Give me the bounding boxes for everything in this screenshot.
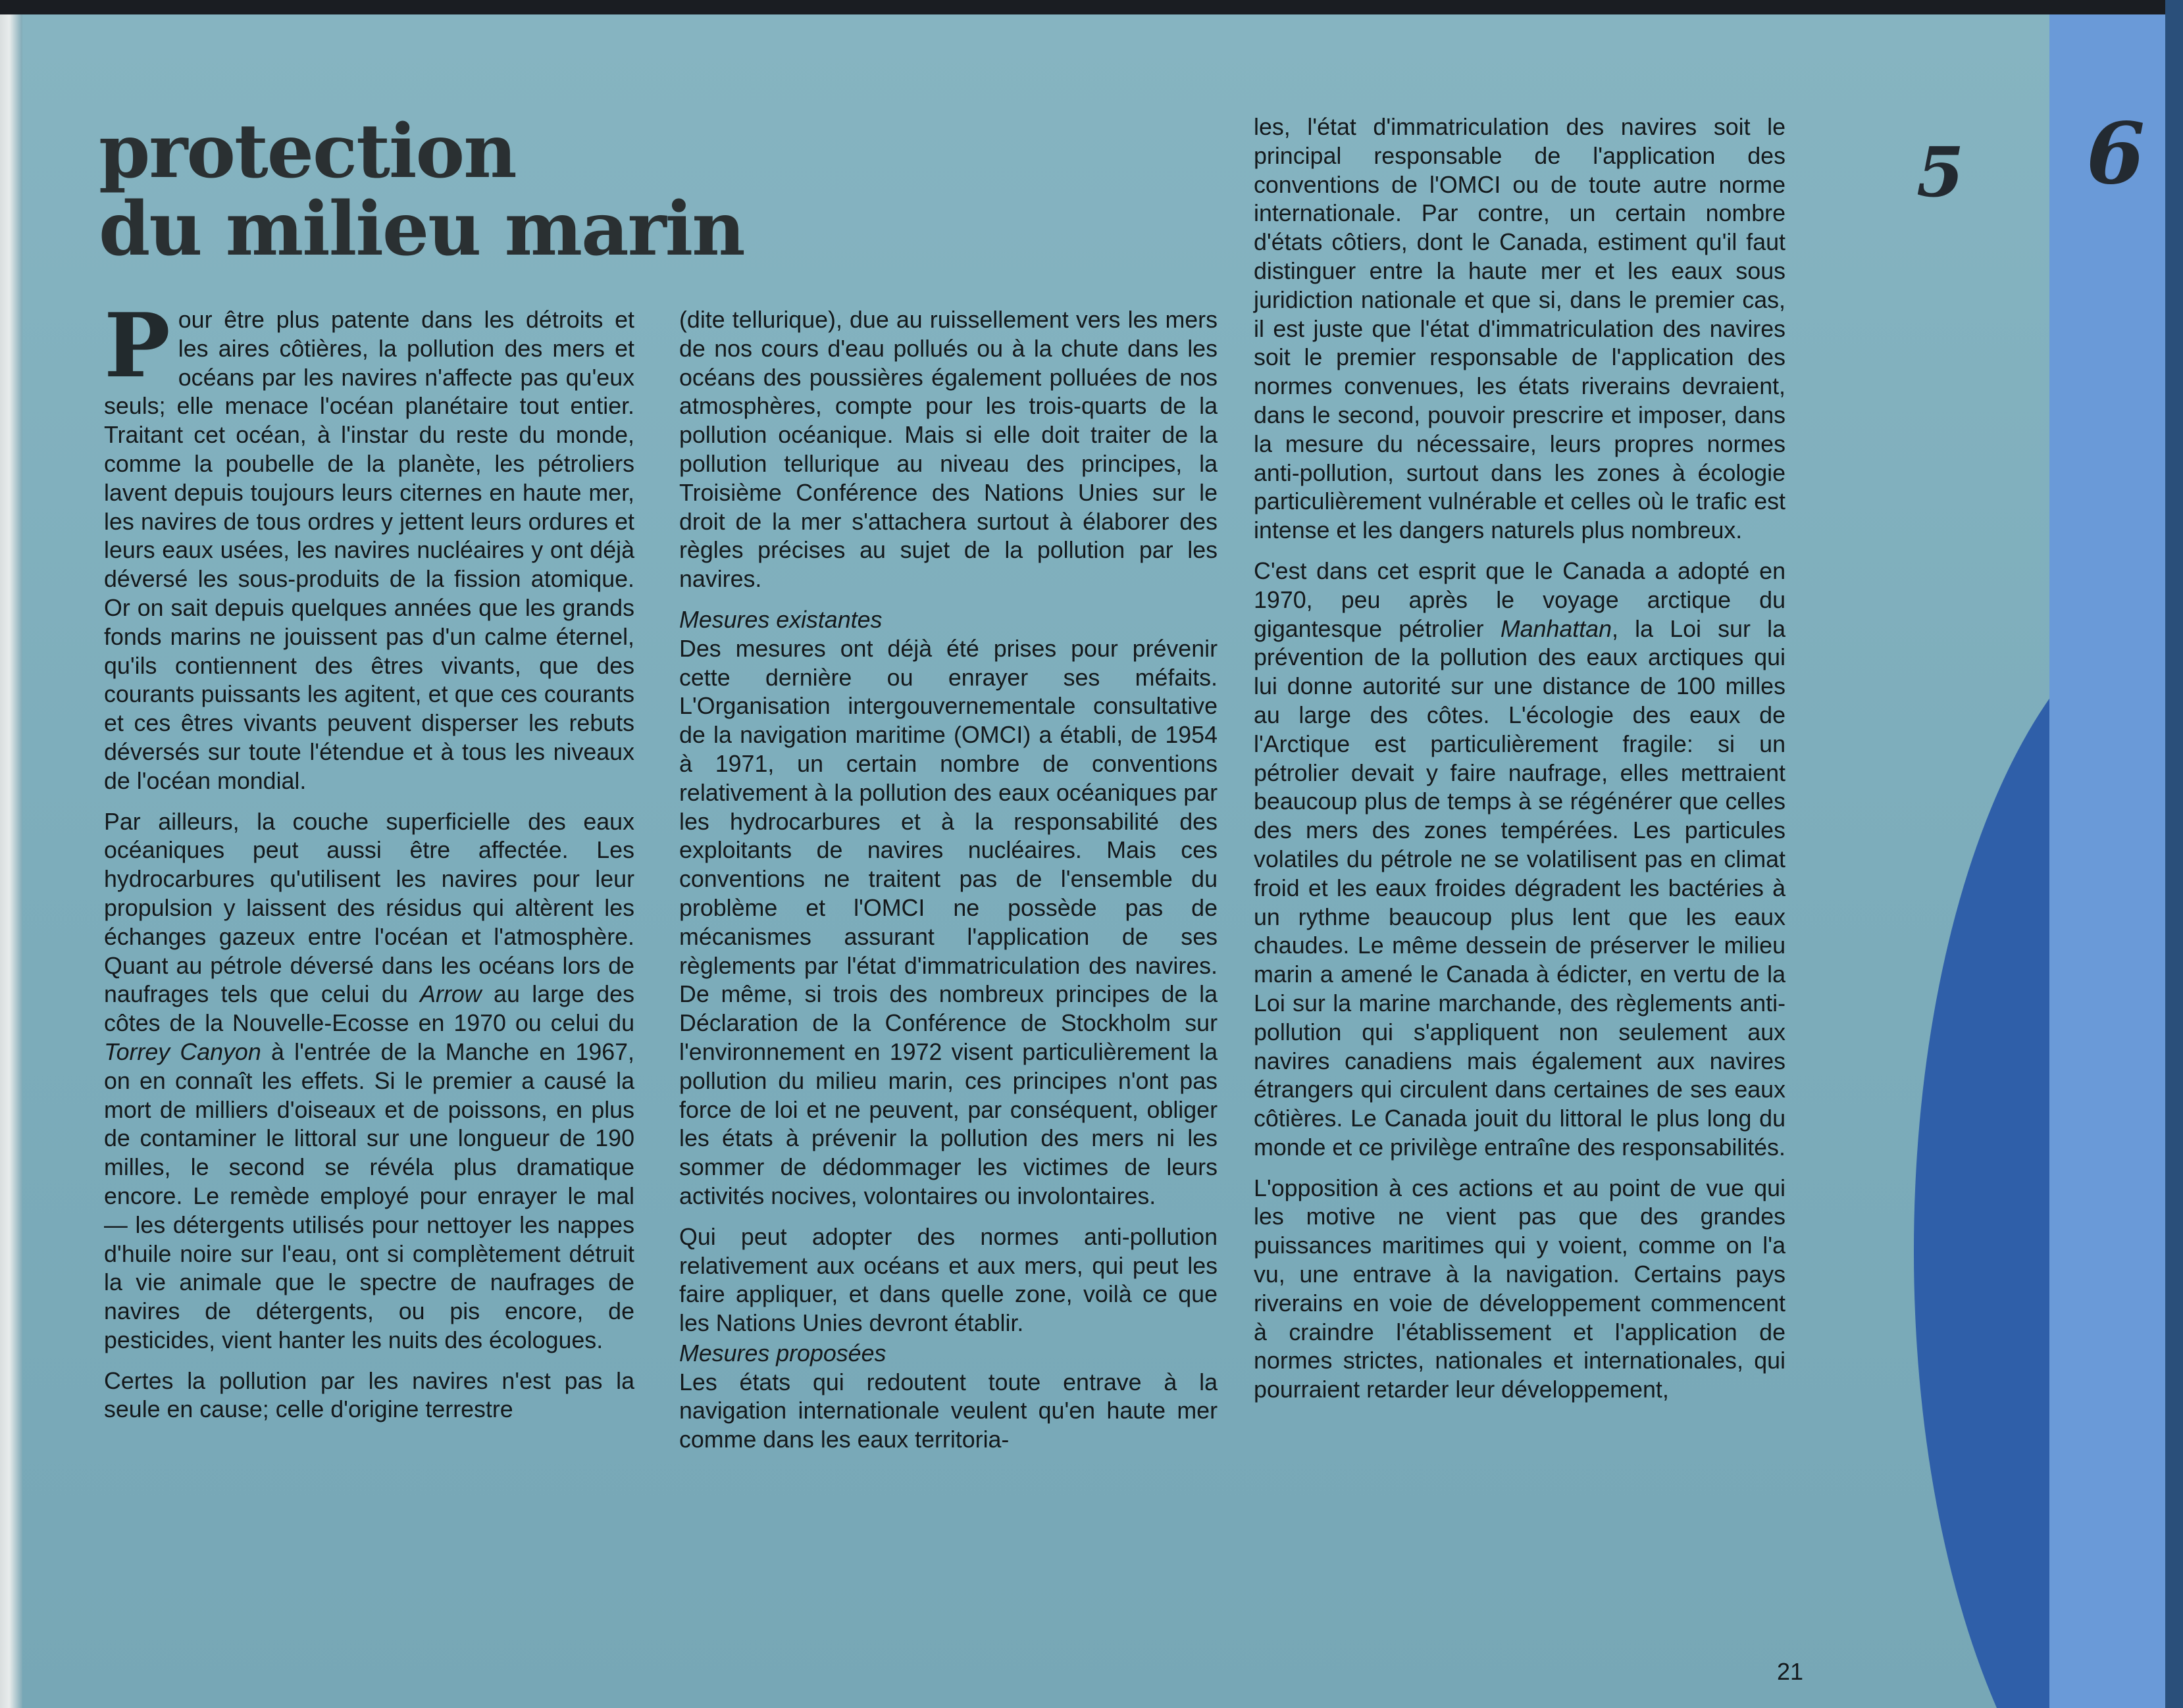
section-number-6: 6 xyxy=(2086,105,2145,203)
ship-name: Arrow xyxy=(420,981,482,1008)
page-title xyxy=(99,109,744,272)
paragraph xyxy=(1254,557,1785,1163)
text-column-1 xyxy=(104,293,635,1436)
paragraph: Qui peut adopter des normes anti-pollution relativement aux océans et aux mers, qui peut les faire appliquer, et dans quelle zone, voilà ce que les Nations Unies devront établir. xyxy=(679,1223,1218,1337)
paragraph-text: , la Loi sur la prévention de la pollution des eaux arctiques qui lui donne autorité sur une distance de 100 milles au large des côtes. L'écologie des eaux de l'Arctique est particulièrement fragile: si un pétrolier devait y faire naufrage, elles mettraient beaucoup plus de temps à se régénérer que celles des mers des zones tempérées. Les particules volatiles du pétrole ne se volatilisent pas en climat froid et les eaux froides dégradent les bactéries à un rythme beaucoup plus lent que les eaux chaudes. Le même dessein de préserver le milieu marin a amené le Canada à édicter, en vertu de la Loi sur la marine marchande, des règlements anti-pollution qui s'appliquent non seulement aux navires canadiens mais également aux navires étrangers qui circulent dans certaines de ses eaux côtières. Le Canada jouit du littoral le plus long du monde et ce privilège entraîne des responsabilités. xyxy=(1254,615,1785,1161)
paragraph-text: C'est dans cet esprit que le Canada a adopté en 1970, peu après le voyage arctique du gigantesque pétrolier xyxy=(1254,557,1785,642)
drop-cap: P xyxy=(104,293,170,397)
paragraph xyxy=(104,293,634,796)
text-column-3 xyxy=(1254,113,1785,1417)
paragraph-text: au large des côtes de la Nouvelle-Ecosse en 1970 ou celui du xyxy=(104,981,634,1037)
section-tab-6 xyxy=(2049,14,2165,1708)
scan-right-edge xyxy=(2165,0,2183,1708)
title-line-1: protection xyxy=(99,109,516,195)
paragraph: Des mesures ont déjà été prises pour prévenir cette dernière ou enrayer ses méfaits. L'Organisation intergouvernementale consultative de la navigation maritime (OMCI) a établi, de 1954 à 1971, un certain nombre de conventions relativement à la pollution des eaux océaniques par les hydrocarbures et à la responsabilité des exploitants de navires nucléaires. Mais ces conventions ne traitent pas de l'ensemble du problème et l'OMCI ne possède pas de mécanismes assurant l'application de ses règlements par l'état d'immatriculation des navires. De même, si trois des nombreux principes de la Déclaration de la Conférence de Stockholm sur l'environnement en 1972 visent particulièrement la pollution du milieu marin, ces principes n'ont pas force de loi et ne peuvent, par conséquent, obliger les états à prévenir la pollution des mers ni les sommer de dédommager les victimes de leurs activités nocives, volontaires ou involontaires. xyxy=(679,635,1218,1209)
subheading: Mesures existantes xyxy=(679,606,883,633)
text-column-2 xyxy=(679,306,1218,1467)
paragraph xyxy=(104,808,634,1355)
paragraph: Certes la pollution par les navires n'est pas la seule en cause; celle d'origine terrestre xyxy=(104,1367,634,1423)
paragraph: (dite tellurique), due au ruissellement vers les mers de nos cours d'eau pollués ou à la chute dans les océans des poussières également polluées de nos atmosphères, compte pour les trois-quarts de la pollution océanique. Mais si elle doit traiter de la pollution tellurique au niveau des principes, la Troisième Conférence des Nations Unies sur le droit de la mer s'attachera surtout à élaborer des règles précises au sujet de la pollution par les navires. xyxy=(679,307,1218,593)
scan-top-edge xyxy=(0,0,2183,14)
ship-name: Manhattan xyxy=(1500,615,1612,642)
page-number: 21 xyxy=(1777,1658,1804,1685)
page-gutter xyxy=(0,14,22,1708)
paragraph: Les états qui redoutent toute entrave à la navigation internationale veulent qu'en haute mer comme dans les eaux territoria- xyxy=(679,1369,1218,1453)
decorative-arc-dark xyxy=(1914,593,2049,1708)
paragraph-text: our être plus patente dans les détroits et les aires côtières, la pollution des mers et océans par les navires n'affecte pas qu'eux seuls; elle menace l'océan planétaire tout entier. Traitant cet océan, à l'instar du reste du monde, comme la poubelle de la planète, les pétroliers lavent depuis toujours leurs citernes en haute mer, les navires de tous ordres y jettent leurs ordures et leurs eaux usées, les navires nucléaires y ont déjà déversé les sous-produits de la fission atomique. Or on sait depuis quelques années que les grands fonds marins ne jouissent pas d'un calme éternel, qu'ils contiennent des êtres vivants, que des courants puissants les agitent, et que ces courants et ces êtres vivants peuvent disperser les rebuts déversés sur toute l'étendue et à tous les niveaux de l'océan mondial. xyxy=(104,307,634,794)
ship-name: Torrey Canyon xyxy=(104,1038,261,1065)
subheading: Mesures proposées xyxy=(679,1340,886,1367)
paragraph-text: à l'entrée de la Manche en 1967, on en connaît les effets. Si le premier a causé la mort de milliers d'oiseaux et de poissons, en plus de contaminer le littoral sur une longueur de 190 milles, le second se révéla plus dramatique encore. Le remède employé pour enrayer le mal — les détergents utilisés pour nettoyer les nappes d'huile noire sur l'eau, ont si complètement détruit la vie animale que le spectre de naufrages de navires de détergents, ou pis encore, de pesticides, vient hanter les nuits des écologues. xyxy=(104,1038,635,1353)
paragraph: L'opposition à ces actions et au point de vue qui les motive ne vient pas que des grandes puissances maritimes qui y voient, comme on l'a vu, une entrave à la navigation. Certains pays riverains en voie de développement commencent à craindre l'établissement et l'application de normes strictes, nationales et internationales, qui pourraient retarder leur développement, xyxy=(1254,1174,1785,1403)
paragraph-text: Par ailleurs, la couche superficielle des eaux océaniques peut aussi être affectée. Les hydrocarbures qu'utilisent les navires pour leur propulsion y laissent des résidus qui altèrent les échanges gazeux entre l'océan et l'atmosphère. Quant au pétrole déversé dans les océans lors de naufrages tels que celui du xyxy=(104,808,634,1008)
section-number-5: 5 xyxy=(1916,132,1965,213)
title-line-2: du milieu marin xyxy=(99,186,744,272)
paragraph: les, l'état d'immatriculation des navires soit le principal responsable de l'application des conventions de l'OMCI ou de toute autre norme internationale. Par contre, un certain nombre d'états côtiers, dont le Canada, estiment qu'il faut distinguer entre la haute mer et les eaux sous juridiction nationale et que si, dans le premier cas, il est juste que l'état d'immatriculation des navires soit le premier responsable de l'application des normes convenues, les états riverains devraient, dans le second, pouvoir prescrire et imposer, dans la mesure du nécessaire, leurs propres normes anti-pollution, surtout dans les zones à écologie particulièrement vulnérable et celles où le trafic est intense et les dangers naturels plus nombreux. xyxy=(1254,114,1785,544)
